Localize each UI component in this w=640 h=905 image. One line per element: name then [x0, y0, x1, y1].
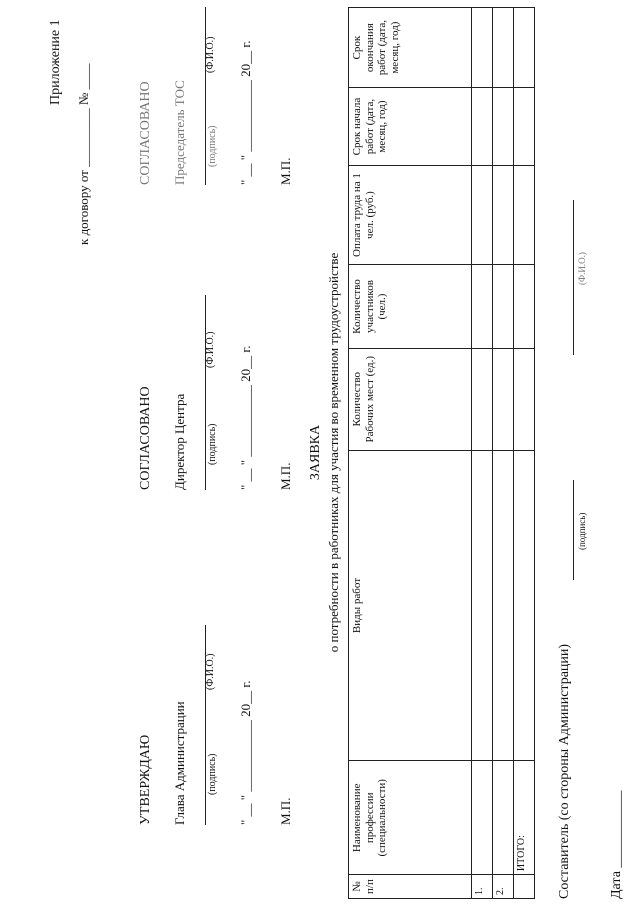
agreed-center-date: " __ " ___________ 20__ г. [238, 345, 253, 490]
appendix-title: Приложение 1 [48, 19, 63, 105]
table-cell [472, 450, 493, 761]
table-cell [472, 348, 493, 450]
table-cell [514, 875, 535, 899]
footer-date: Дата ___________ [609, 790, 624, 899]
table-cell [514, 450, 535, 761]
table-cell [472, 165, 493, 264]
table-cell [514, 265, 535, 349]
table-cell [493, 450, 514, 761]
agreed-tos-position: Председатель ТОС [172, 80, 187, 185]
col-pay: Оплата труда на 1 чел. (руб.) [349, 165, 472, 264]
approve-fio-label: (Ф.И.О.) [205, 653, 216, 690]
table-cell: 1. [472, 875, 493, 899]
approve-position: Глава Администрации [172, 701, 187, 825]
document-title: ЗАЯВКА [308, 424, 323, 481]
table-cell [472, 88, 493, 166]
agreed-center-position: Директор Центра [172, 393, 187, 490]
table-cell [514, 348, 535, 450]
agreed-tos-date: " __ " ___________ 20__ г. [238, 40, 253, 185]
table-cell [472, 8, 493, 88]
table-total-row [514, 8, 535, 899]
agreed-tos-fio-label: (Ф.И.О.) [205, 36, 216, 73]
agreed-center-sign-label: (подпись) [207, 423, 218, 465]
table-row [493, 8, 514, 899]
table-cell [493, 265, 514, 349]
agreed-center-stamp: М.П. [278, 462, 293, 490]
table-cell [493, 761, 514, 875]
col-workplaces: Количество Рабочих мест (ед.) [349, 348, 472, 450]
approve-sign-label: (подпись) [207, 753, 218, 795]
table-cell: 2. [493, 875, 514, 899]
table-cell [493, 88, 514, 166]
agreed-tos-heading: СОГЛАСОВАНО [138, 81, 153, 185]
col-start-date: Срок начала работ (дата, месяц, год) [349, 88, 472, 166]
compiler-fio-line [573, 200, 574, 355]
compiler-sign-line [573, 480, 574, 580]
table-cell [514, 8, 535, 88]
table-cell [493, 165, 514, 264]
table-total-label: ИТОГО: [514, 761, 535, 875]
table-cell [472, 761, 493, 875]
col-work-types: Виды работ [349, 450, 472, 761]
col-participants: Количество участников (чел.) [349, 265, 472, 349]
table-cell [514, 165, 535, 264]
agreed-tos-sign-label: (подпись) [207, 125, 218, 167]
table-cell [493, 8, 514, 88]
col-profession: Наименование профессии (специальности) [349, 761, 472, 875]
col-number: № п/п [349, 875, 472, 899]
document-subtitle: о потребности в работниках для участия во временном трудоустройстве [326, 252, 341, 653]
compiler-sign-label: (подпись) [577, 512, 587, 550]
appendix-contract: к договору от _________ № ____ [76, 63, 91, 245]
table-row [472, 8, 493, 899]
agreed-tos-stamp: М.П. [278, 157, 293, 185]
approve-heading: УТВЕРЖДАЮ [138, 734, 153, 825]
table-cell [514, 88, 535, 166]
agreed-center-sign-line [205, 295, 206, 490]
approve-stamp: М.П. [278, 797, 293, 825]
compiler-fio-label: (Ф.И.О.) [577, 252, 587, 285]
table-header-row [349, 8, 472, 899]
table-cell [493, 348, 514, 450]
agreed-center-fio-label: (Ф.И.О.) [205, 331, 216, 368]
demand-table [348, 7, 535, 899]
table-cell [472, 265, 493, 349]
compiler-label: Составитель (со стороны Администрации) [557, 643, 572, 899]
agreed-center-heading: СОГЛАСОВАНО [138, 386, 153, 490]
col-end-date: Срок окончания работ (дата, месяц, год) [349, 8, 472, 88]
approve-date: " __ " ___________ 20__ г. [238, 680, 253, 825]
agreed-tos-sign-line [205, 7, 206, 185]
